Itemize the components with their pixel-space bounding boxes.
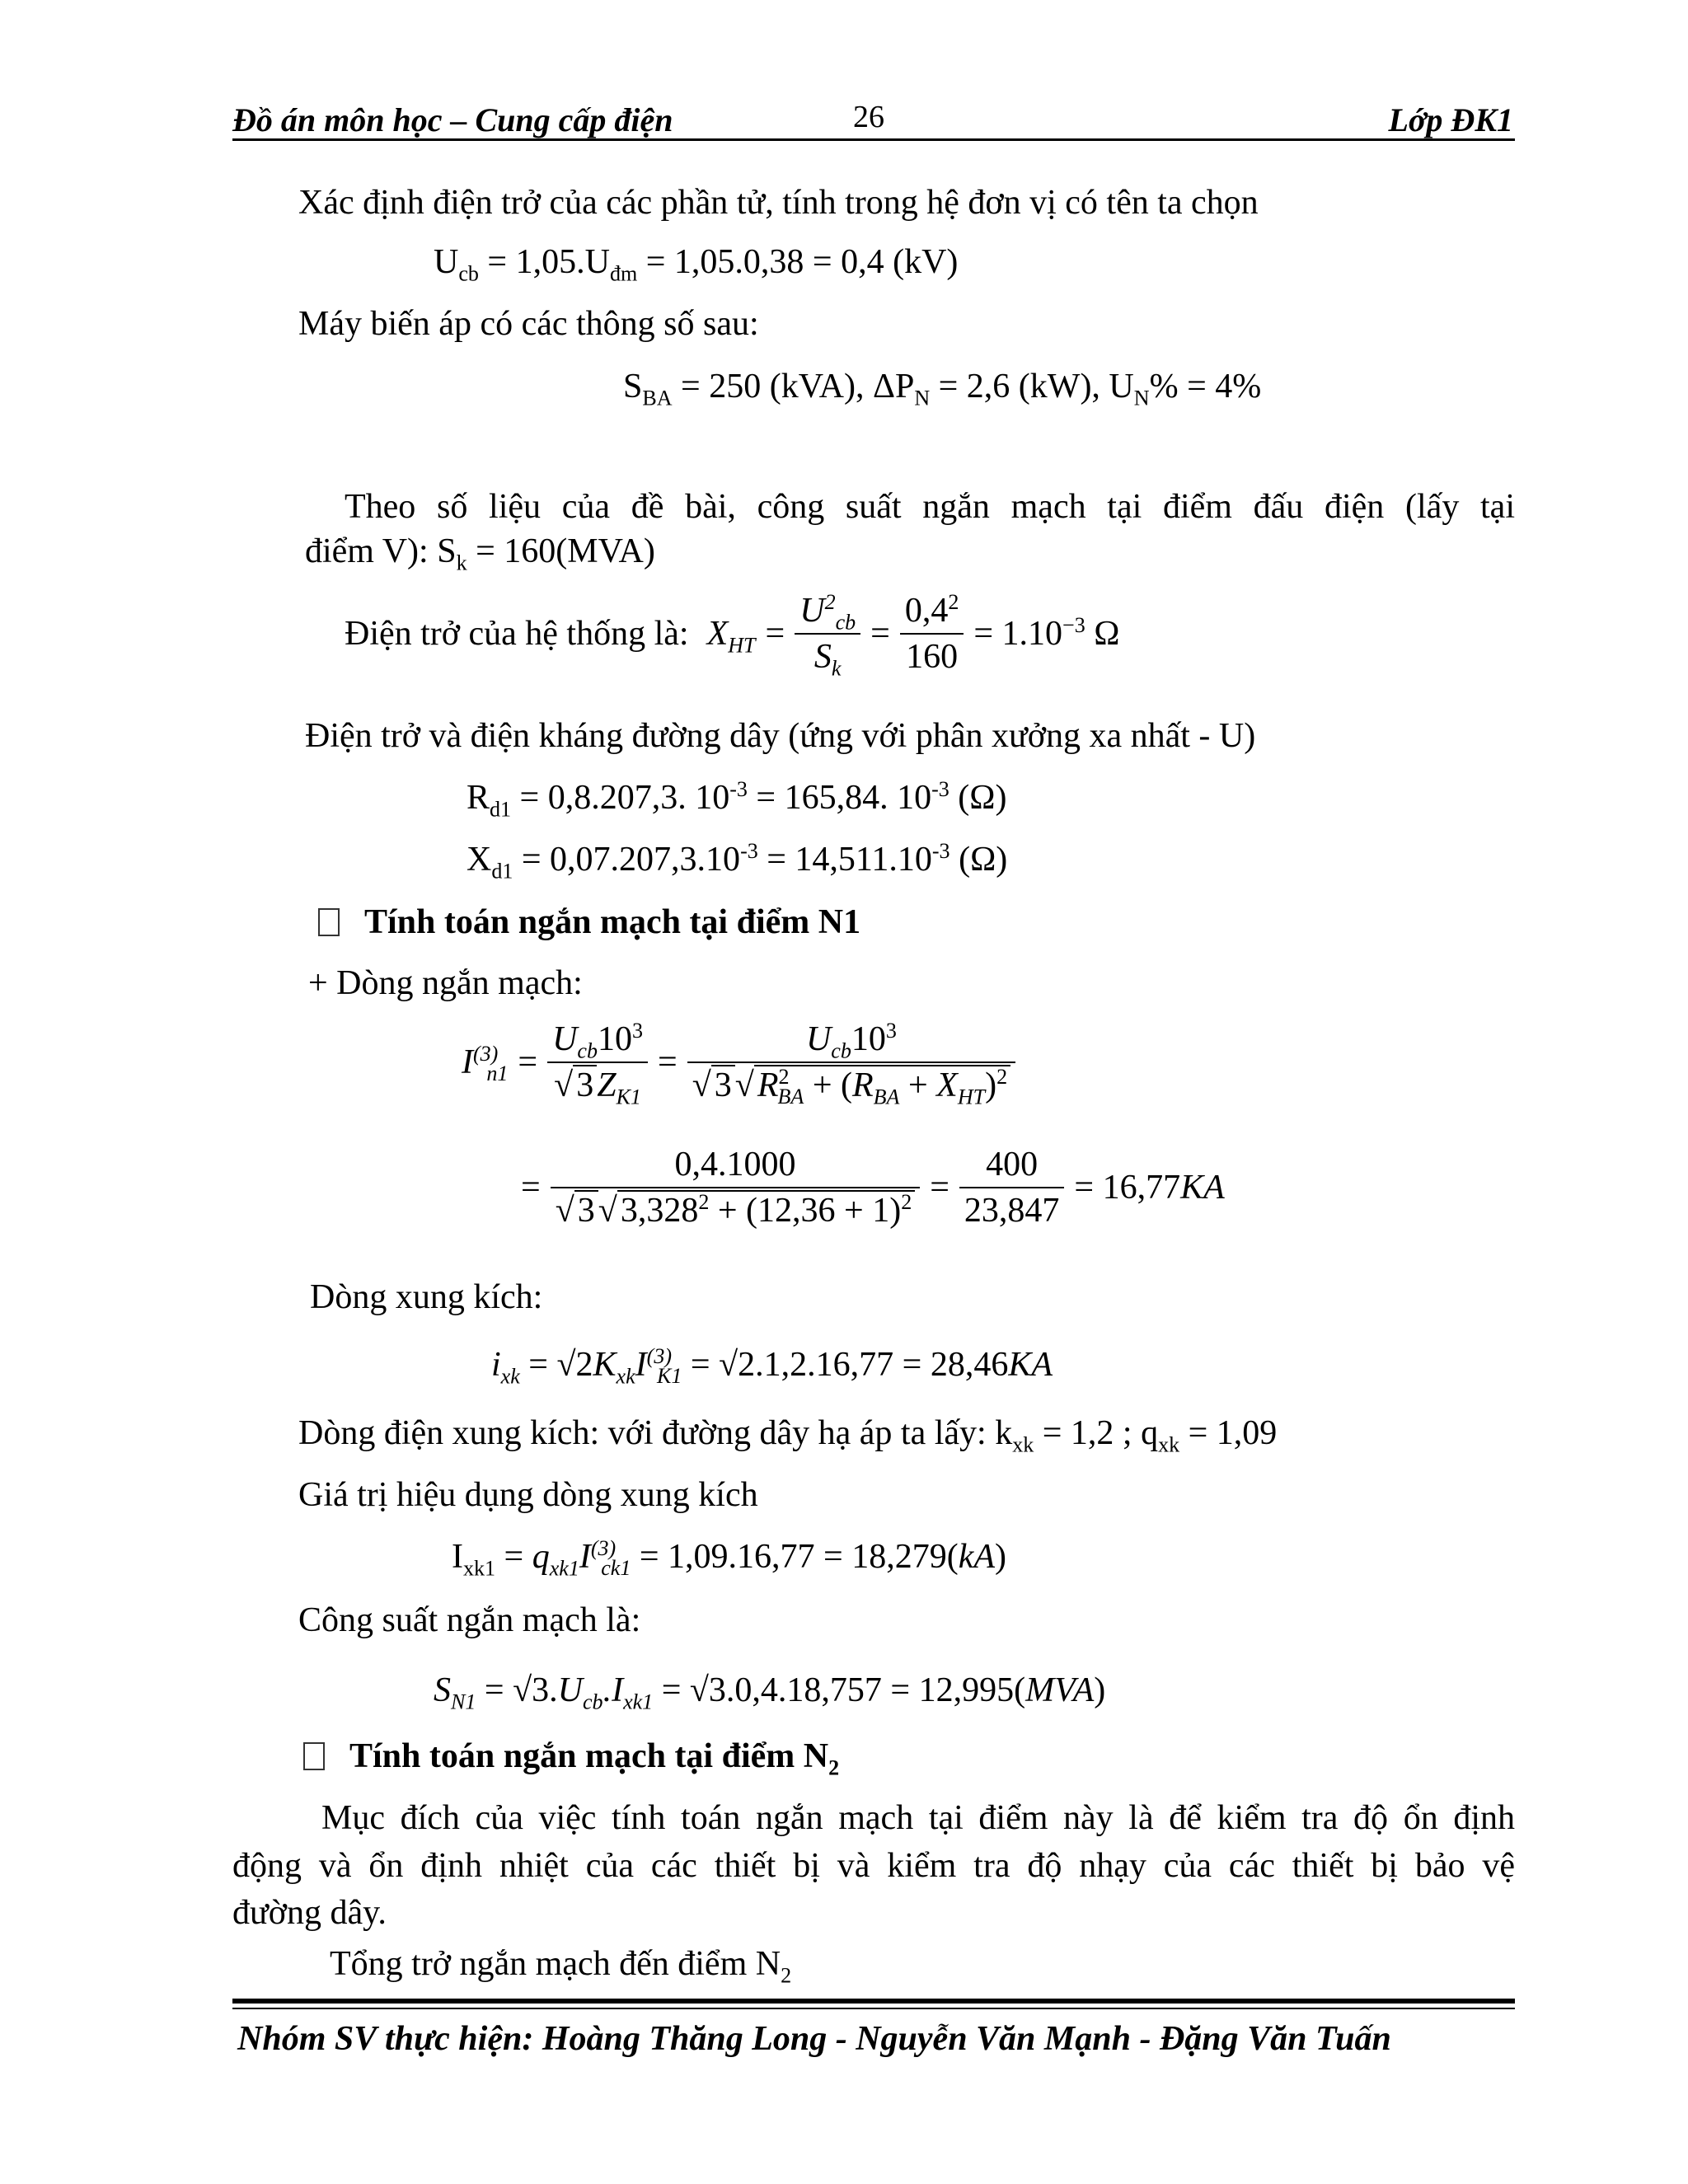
- line-resistance-label: Điện trở và điện kháng đường dây (ứng với phân xưởng xa nhất - U): [305, 717, 1256, 755]
- power-label: Công suất ngắn mạch là:: [298, 1601, 641, 1639]
- footer-rule-thick: [232, 1999, 1515, 2004]
- paragraph-line: đường dây.: [232, 1894, 387, 1932]
- footer-authors: Nhóm SV thực hiện: Hoàng Thăng Long - Nguyễn Văn Mạnh - Đặng Văn Tuấn: [237, 2020, 1391, 2058]
- impulse-coeff-line: Dòng điện xung kích: với đường dây hạ áp ta lấy: $k_{xk} = 1,2$ ; $q_{xk} = 1,09$: [298, 1414, 1278, 1457]
- paragraph-line: Theo số liệu của đề bài, công suất ngắn mạch tại điểm đấu điện (lấy tại: [345, 488, 1515, 526]
- transformer-params-label: Máy biến áp có các thông số sau:: [298, 305, 759, 343]
- short-circuit-label: + Dòng ngắn mạch:: [308, 964, 583, 1002]
- header-class: Lớp ĐK1: [1388, 101, 1513, 138]
- in1-equation: $I^{(3)}_{n1}$ = $\frac{U_{cb}10^3}{√3Z_{K1}}$ = $\frac{U_{cb}10^3}{√3√R^2_{BA} + (R_{BA} + X_{HT})^2}$: [462, 1022, 1015, 1103]
- ixk-equation: $i_{xk} = √2K_{xk}I^{(3)}_{K1} = √2.1,2.16,77 = 28,46KA$: [491, 1344, 1053, 1389]
- transformer-params: $S_{BA} = 250$ (kVA), $\Delta P_N = 2,6$ (kW), $U_N\% = 4\%$: [623, 368, 1262, 410]
- paragraph-line: động và ổn định nhiệt của các thiết bị và kiểm tra độ nhạy của các thiết bị bảo vệ: [232, 1847, 1515, 1885]
- paragraph-line: Mục đích của việc tính toán ngắn mạch tại điểm này là để kiểm tra độ ổn định: [321, 1799, 1515, 1837]
- ixk1-equation: $I_{xk1} = q_{xk1}I^{(3)}_{ck1} = 1,09.16,77 = 18,279(kA)$: [452, 1536, 1006, 1581]
- intro-line: Xác định điện trở của các phần tử, tính trong hệ đơn vị có tên ta chọn: [298, 184, 1259, 222]
- xd1-equation: $X_{d1} = 0,07.207,3.10^{-3} = 14,511.10^{-3}$ (Ω): [467, 839, 1008, 883]
- section-heading-n1: Tính toán ngắn mạch tại điểm N1: [318, 905, 860, 940]
- header-title: Đồ án môn học – Cung cấp điện: [232, 101, 673, 138]
- paragraph-line: điểm V): $S_k = 160(MVA)$: [305, 532, 655, 575]
- impulse-current-label: Dòng xung kích:: [310, 1278, 543, 1316]
- impedance-label: Tổng trở ngắn mạch đến điểm $N_2$: [330, 1945, 792, 1988]
- section-heading-n2: Tính toán ngắn mạch tại điểm $N_2$: [303, 1739, 839, 1774]
- bullet-box-icon: [318, 908, 340, 936]
- xht-equation: Điện trở của hệ thống là: $X_{HT}$ = $\frac{U^2_{cb}}{S_k}$ = $\frac{0,4^2}{160}$ = $1.10^{-3}$ Ω: [345, 590, 1120, 681]
- bullet-box-icon: [303, 1742, 325, 1770]
- page-number: 26: [853, 100, 884, 134]
- ucb-equation: $U_{cb} = 1,05.U_{đm} = 1,05.0,38 = 0,4$ (kV): [434, 243, 959, 286]
- sn1-equation: $S_{N1} = √3.U_{cb}.I_{xk1} = √3.0,4.18,757 = 12,995(MVA)$: [434, 1671, 1106, 1714]
- rms-impulse-label: Giá trị hiệu dụng dòng xung kích: [298, 1476, 758, 1514]
- footer-rule-thin: [232, 2008, 1515, 2009]
- in1-numeric: = $\frac{0,4.1000}{√3√3,328^2 + (12,36 + 1)^2}$ = $\frac{400}{23,847}$ = 16,77 KA: [521, 1146, 1225, 1230]
- rd1-equation: $R_{d1} = 0,8.207,3$. $10^{-3} = 165,84$. $10^{-3}$ (Ω): [467, 777, 1007, 822]
- header-rule: [232, 138, 1515, 141]
